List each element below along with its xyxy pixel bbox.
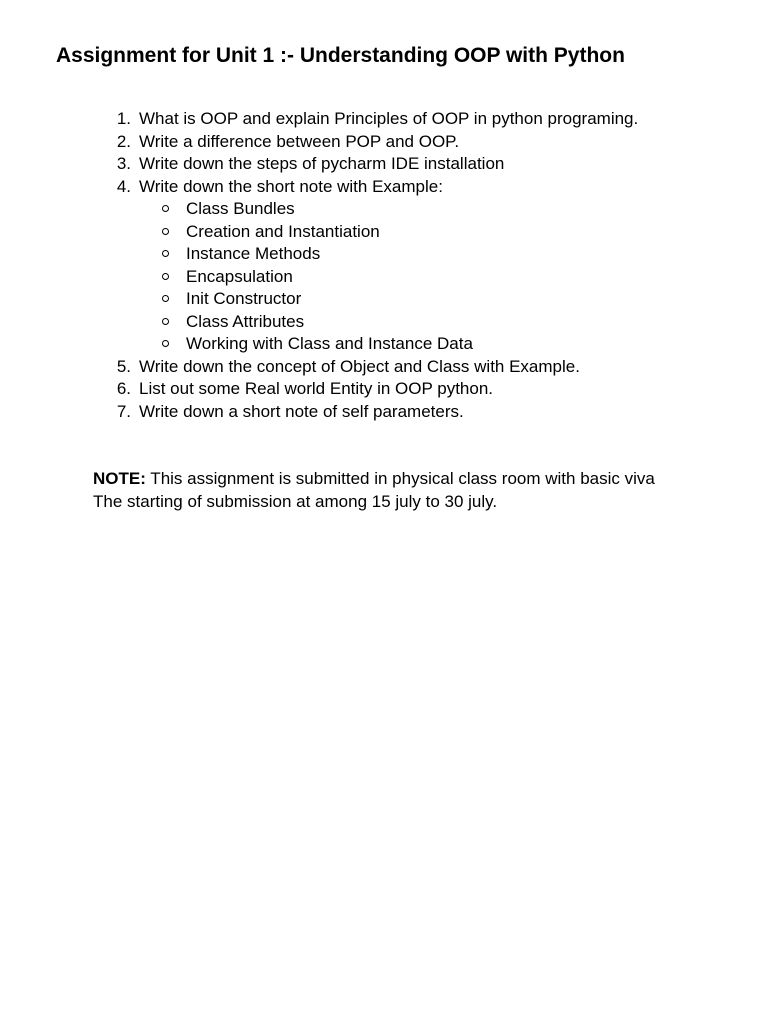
subtopic-text: Working with Class and Instance Data [186,334,473,353]
question-number: 3. [116,154,131,173]
subtopic-item [139,288,768,311]
question-text: What is OOP and explain Principles of OOP in python programing. [139,109,639,128]
hollow-circle-bullet-icon [162,250,169,257]
subtopic-text: Instance Methods [186,244,321,263]
subtopic-item [139,311,768,334]
subtopic-list [139,198,768,356]
subtopic-item [139,221,768,244]
subtopic-item [139,333,768,356]
question-item [0,378,768,401]
question-item [0,108,768,131]
question-number: 6. [116,379,131,398]
question-list [0,108,768,423]
question-number: 2. [116,131,131,151]
hollow-circle-bullet-icon [162,205,169,212]
question-number: 4. [116,176,131,196]
hollow-circle-bullet-icon [162,295,169,302]
question-item [0,401,768,424]
subtopic-text: Class Attributes [186,311,305,331]
subtopic-item [139,243,768,266]
question-item [0,153,768,176]
question-item [0,356,768,379]
page-title: Assignment for Unit 1 :- Understanding OOP with Python [56,44,625,67]
question-number: 7. [116,401,131,421]
submission-note [93,467,668,513]
subtopic-text: Creation and Instantiation [186,221,380,241]
note-text: This assignment is submitted in physical class room with basic viva The starting of submission at among 15 july to 30 july. [93,469,655,511]
question-text: Write down the concept of Object and Class with Example. [139,356,580,376]
subtopic-text: Init Constructor [186,289,302,308]
question-text: List out some Real world Entity in OOP python. [139,379,494,398]
question-text: Write down a short note of self parameters. [139,401,464,421]
hollow-circle-bullet-icon [162,318,169,325]
question-text: Write down the short note with Example: [139,176,443,196]
subtopic-text: Class Bundles [186,199,295,218]
hollow-circle-bullet-icon [162,340,169,347]
note-label: NOTE: [93,469,146,488]
question-number: 1. [116,109,131,128]
question-text: Write a difference between POP and OOP. [139,131,460,151]
question-item [0,176,768,356]
question-text: Write down the steps of pycharm IDE installation [139,154,505,173]
question-item [0,131,768,154]
subtopic-item [139,266,768,289]
hollow-circle-bullet-icon [162,273,169,280]
subtopic-text: Encapsulation [186,266,293,286]
subtopic-item [139,198,768,221]
question-number: 5. [116,356,131,376]
hollow-circle-bullet-icon [162,228,169,235]
